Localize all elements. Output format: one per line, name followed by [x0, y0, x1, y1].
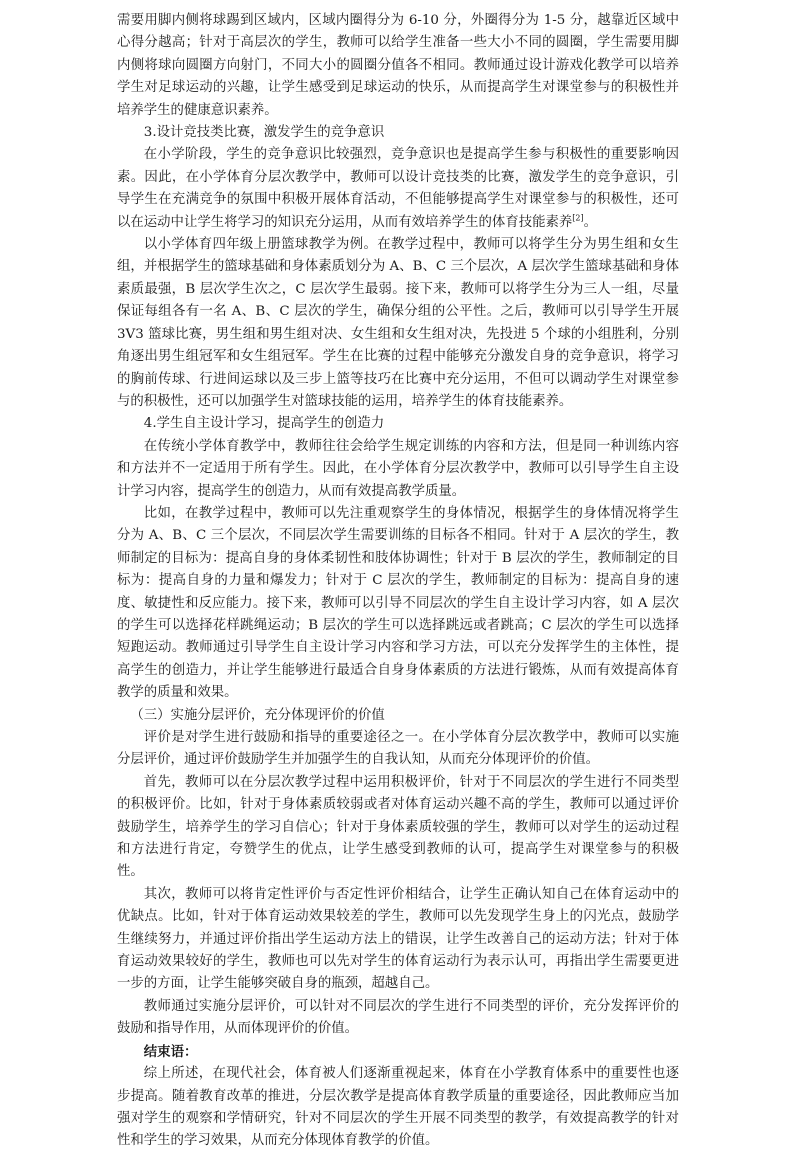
subheading-self-design: 4.学生自主设计学习，提高学生的创造力 [143, 416, 385, 432]
paragraph: 比如，在教学过程中，教师可以先注重观察学生的身体情况，根据学生的身体情况将学生分为 A、B、C 三个层次，不同层次学生需要训练的目标各不相同。针对于 A 层次的学生，教师制定的目标为：提高自身的身体柔韧性和肢体协调性；针对于 B 层次的学生，教师制定的目标为：提高自身的力量和爆发力；针对于 C 层次的学生，教师制定的目标为：提高自身的速度、敏捷性和反应能力。接下来，教师可以引导不同层次的学生自主设计学习内容，如 A 层次的学生可以选择花样跳绳运动；B 层次的学生可以选择跳远或者跳高；C 层次的学生可以选择短跑运动。教师通过引导学生自主设计学习内容和学习方法，可以充分发挥学生的主体性，提高学生的创造力，并让学生能够进行最适合自身身体素质的方法进行锻炼，从而有效提高体育教学的质量和效果。 [117, 505, 679, 701]
citation-marker: [2] [572, 213, 584, 223]
paragraph-continued: 需要用脚内侧将球踢到区域内，区域内圈得分为 6-10 分，外圈得分为 1-5 分，越靠近区域中心得分越高；针对于高层次的学生，教师可以给学生准备一些大小不同的圆圈，学生需要用脚内侧将球向圆圈方向射门，不同大小的圆圈分值各不相同。教师通过设计游戏化教学可以培养学生对足球运动的兴趣，让学生感受到足球运动的快乐，从而提高学生对课堂参与的积极性并培养学生的健康意识素养。 [117, 13, 679, 118]
paragraph-tail: 。 [583, 214, 598, 230]
paragraph-text: 在小学阶段，学生的竞争意识比较强烈，竞争意识也是提高学生参与积极性的重要影响因素。因此，在小学体育分层次教学中，教师可以设计竞技类的比赛，激发学生的竞争意识，引导学生在充满竞争的氛围中积极开展体育活动，不但能够提高学生对课堂参与的积极性，还可以在运动中让学生将学习的知识充分运用，从而有效培养学生的体育技能素养 [117, 147, 679, 230]
paragraph: 其次，教师可以将肯定性评价与否定性评价相结合，让学生正确认知自己在体育运动中的优缺点。比如，针对于体育运动效果较差的学生，教师可以先发现学生身上的闪光点，鼓励学生继续努力，并通过评价指出学生运动方法上的错误，让学生改善自己的运动方法；针对于体育运动效果较好的学生，教师也可以先对学生的体育运动行为表示认可，再指出学生需要更进一步的方面，让学生能够突破自身的瓶颈，超越自己。 [117, 886, 679, 992]
paragraph: 首先，教师可以在分层次教学过程中运用积极评价，针对于不同层次的学生进行不同类型的积极评价。比如，针对于身体素质较弱或者对体育运动兴趣不高的学生，教师可以通过评价鼓励学生，培养学生的学习自信心；针对于身体素质较强的学生，教师可以对学生的运动过程和方法进行肯定，夸赞学生的优点，让学生感受到教师的认可，提高学生对课堂参与的积极性。 [117, 774, 679, 880]
paragraph: 在传统小学体育教学中，教师往往会给学生规定训练的内容和方法，但是同一种训练内容和方法并不一定适用于所有学生。因此，在小学体育分层次教学中，教师可以引导学生自主设计学习内容，提高学生的创造力，从而有效提高教学质量。 [117, 438, 679, 499]
paragraph: 以小学体育四年级上册篮球教学为例。在教学过程中，教师可以将学生分为男生组和女生组，并根据学生的篮球基础和身体素质划分为 A、B、C 三个层次，A 层次学生篮球基础和身体素质最强，B 层次学生次之，C 层次学生最弱。接下来，教师可以将学生分为三人一组，尽量保证每组各有一名 A、B、C 层次的学生，确保分组的公平性。之后，教师可以引导学生开展 3V3 篮球比赛，男生组和男生组对决、女生组和女生组对决，先投进 5 个球的小组胜利，分别角逐出男生组冠军和女生组冠军。学生在比赛的过程中能够充分激发自身的竞争意识，将学习的胸前传球、行进间运球以及三步上篮等技巧在比赛中充分运用，不但可以调动学生对课堂参与的积极性，还可以加强学生对篮球技能的运用，培养学生的体育技能素养。 [117, 237, 679, 409]
subheading-evaluation: （三）实施分层评价，充分体现评价的价值 [130, 707, 385, 723]
paragraph: 教师通过实施分层评价，可以针对不同层次的学生进行不同类型的评价，充分发挥评价的鼓励和指导作用，从而体现评价的价值。 [117, 998, 679, 1037]
paragraph [117, 144, 679, 234]
paragraph: 评价是对学生进行鼓励和指导的重要途径之一。在小学体育分层次教学中，教师可以实施分层评价，通过评价鼓励学生并加强学生的自我认知，从而充分体现评价的价值。 [117, 730, 679, 768]
subheading-competition: 3.设计竞技类比赛，激发学生的竞争意识 [143, 125, 385, 141]
section-title-conclusion: 结束语： [143, 1043, 198, 1060]
paragraph: 综上所述，在现代社会，体育被人们逐渐重视起来，体育在小学教育体系中的重要性也逐步提高。随着教育改革的推进，分层次教学是提高体育教学质量的重要途径，因此教师应当加强对学生的观察和学情研究，针对不同层次的学生开展不同类型的教学，有效提高教学的针对性和学生的学习效果，从而充分体现体育教学的价值。 [117, 1066, 679, 1149]
